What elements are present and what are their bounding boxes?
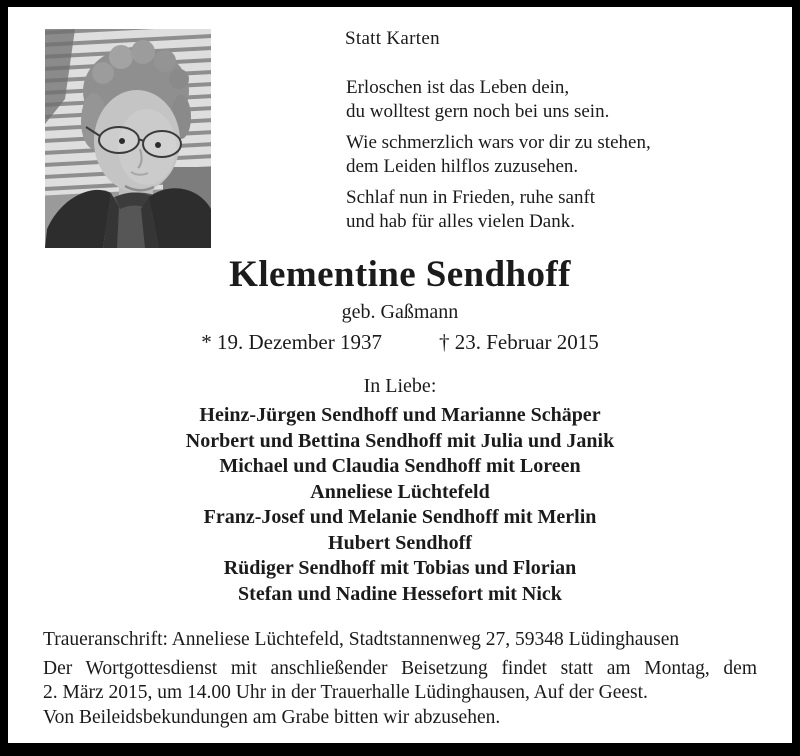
mourner-line: Norbert und Bettina Sendhoff mit Julia und Janik [185,429,615,452]
poem-line: Wie schmerzlich wars vor dir zu stehen, [346,132,651,153]
obituary-card [8,7,792,743]
mourner-line: Franz-Josef und Melanie Sendhoff mit Merlin [203,506,597,528]
service-info-line2: 2. März 2015, um 14.00 Uhr in der Trauerhalle Lüdinghausen, Auf der Geest. [43,681,648,703]
life-dates [8,330,792,355]
mourner-line: Stefan und Nadine Hessefort mit Nick [238,582,562,605]
mourner-line: Michael und Claudia Sendhoff mit Loreen [219,455,581,477]
poem-line: und hab für alles vielen Dank. [346,210,575,232]
mourner-line: Anneliese Lüchtefeld [310,480,490,503]
mourner-line: Heinz-Jürgen Sendhoff und Marianne Schäper [199,404,601,426]
poem-stanza [346,76,651,123]
memorial-poem [346,76,651,241]
mourners-list [8,403,792,607]
poem-line: Schlaf nun in Frieden, ruhe sanft [346,187,596,208]
poem-stanza [346,131,651,178]
poem-line: Erloschen ist das Leben dein, [346,77,570,98]
header-statt-karten: Statt Karten [345,28,440,49]
birth-date: * 19. Dezember 1937 [201,330,382,354]
service-info-line1: Der Wortgottesdienst mit anschließender Beisetzung findet statt am Montag, dem [43,658,757,679]
salutation-in-liebe: In Liebe: [363,375,437,397]
maiden-name: geb. Gaßmann [341,301,459,323]
poem-line: dem Leiden hilflos zuzusehen. [346,155,579,177]
portrait-photo [45,29,211,248]
poem-stanza [346,186,651,233]
deceased-name: Klementine Sendhoff [229,254,571,295]
poem-line: du wolltest gern noch bei uns sein. [346,100,610,122]
mourning-address: Traueranschrift: Anneliese Lüchtefeld, Stadtstannenweg 27, 59348 Lüdinghausen [43,629,680,650]
mourner-line: Rüdiger Sendhoff mit Tobias und Florian [223,557,577,579]
condolence-note: Von Beileidsbekundungen am Grabe bitten wir abzusehen. [43,707,501,728]
death-date: † 23. Februar 2015 [438,330,599,354]
mourner-line: Hubert Sendhoff [328,531,472,554]
service-info [43,657,757,704]
